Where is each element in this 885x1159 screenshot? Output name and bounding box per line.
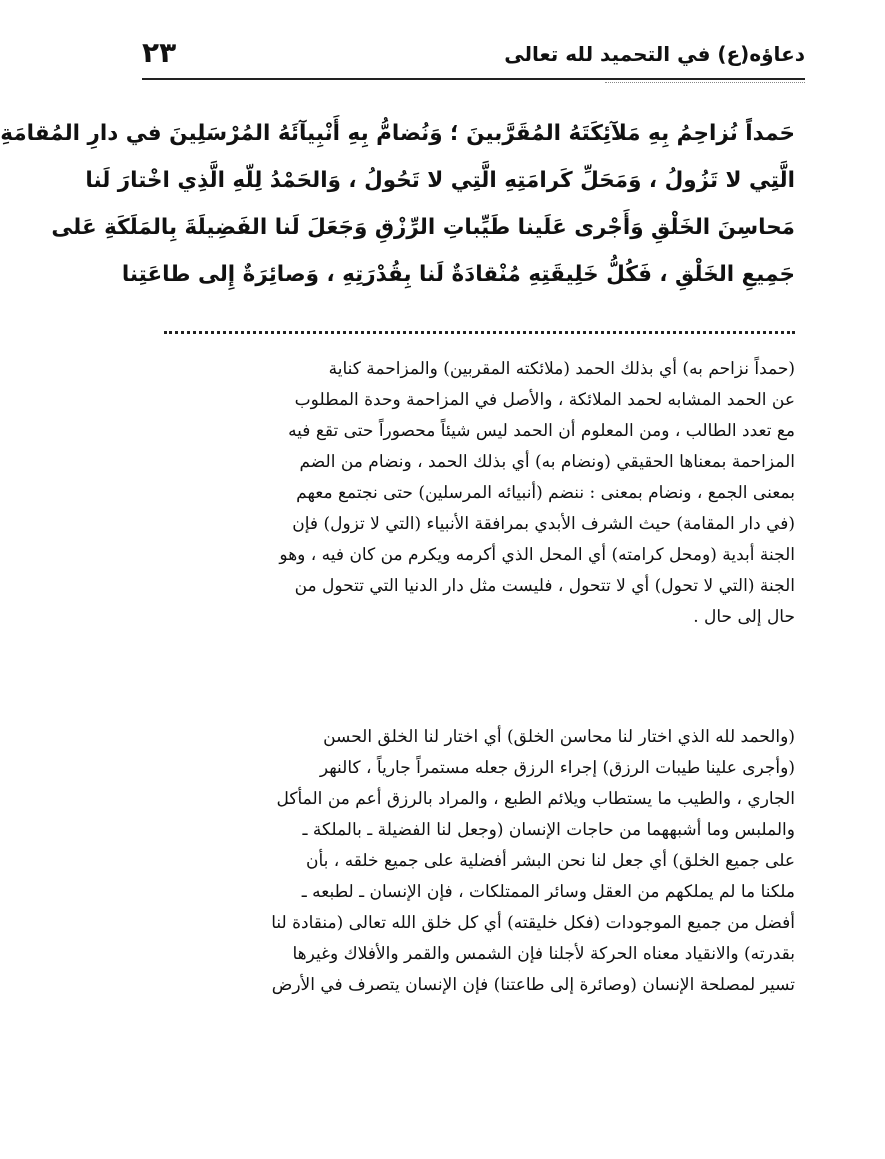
commentary-line: المزاحمة بمعناها الحقيقي (ونضام به) أي بذلك الحمد ، ونضام من الضم xyxy=(299,452,795,472)
commentary-line: على جميع الخلق) أي جعل لنا نحن البشر أفضلية على جميع خلقه ، بأن xyxy=(306,851,795,871)
commentary-paragraph-1 xyxy=(162,354,795,633)
commentary-line: أفضل من جميع الموجودات (فكل خليقته) أي كل خلق الله تعالى (منقادة لنا xyxy=(271,913,795,933)
commentary-line: (وأجرى علينا طيبات الرزق) إجراء الرزق جعله مستمراً جارياً ، كالنهر xyxy=(319,758,795,778)
commentary-line: (في دار المقامة) حيث الشرف الأبدي بمرافقة الأنبياء (التي لا تزول) فإن xyxy=(292,514,795,534)
commentary-line: الجنة (التي لا تحول) أي لا تتحول ، فليست مثل دار الدنيا التي تتحول من xyxy=(294,576,795,596)
commentary-line: (والحمد لله الذي اختار لنا محاسن الخلق) أي اختار لنا الخلق الحسن xyxy=(323,727,795,747)
commentary-line: بقدرته) والانقياد معناه الحركة لأجلنا فإن الشمس والقمر والأفلاك وغيرها xyxy=(292,944,795,964)
commentary-line: مع تعدد الطالب ، ومن المعلوم أن الحمد ليس شيئاً محصوراً حتى تقع فيه xyxy=(288,421,795,441)
commentary-line: الجنة أبدية (ومحل كرامته) أي المحل الذي أكرمه ويكرم من كان فيه ، وهو xyxy=(279,545,795,565)
dotted-separator xyxy=(164,331,795,334)
commentary-line: (حمداً نزاحم به) أي بذلك الحمد (ملائكته المقربين) والمزاحمة كناية xyxy=(328,359,795,379)
running-header xyxy=(142,38,805,80)
commentary-line: بمعنى الجمع ، ونضام بمعنى : ننضم (أنبيائه المرسلين) حتى نجتمع معهم xyxy=(296,483,795,503)
commentary-line: تسير لمصلحة الإنسان (وصائرة إلى طاعتنا) فإن الإنسان يتصرف في الأرض xyxy=(271,975,795,995)
commentary-line: ملكنا ما لم يملكهم من العقل وسائر الممتلكات ، فإن الإنسان ـ لطبعه ـ xyxy=(301,882,795,902)
header-title: دعاؤه(ع) في التحميد لله تعالى xyxy=(504,42,805,66)
commentary-line: عن الحمد المشابه لحمد الملائكة ، والأصل في المزاحمة وحدة المطلوب xyxy=(294,390,795,410)
commentary-line: والملبس وما أشبههما من حاجات الإنسان (وجعل لنا الفضيلة ـ بالملكة ـ xyxy=(302,820,795,840)
supplication-line: الَّتِي لا تَزُولُ ، وَمَحَلِّ كَرامَتِهِ الَّتِي لا تَحُولُ ، وَالحَمْدُ لِلّهِ الَّذِي اخْتارَ لَنا xyxy=(85,168,795,193)
commentary-paragraph-2 xyxy=(162,722,795,1001)
supplication-line: حَمداً نُزاحِمُ بِهِ مَلآئِكَتَهُ المُقَرَّبينَ ؛ وَنُضامُّ بِهِ أَنْبِيآئَهُ المُرْسَلِينَ في دارِ المُقامَةِ xyxy=(0,121,795,146)
supplication-text xyxy=(0,110,795,298)
commentary-line: حال إلى حال . xyxy=(693,607,795,627)
header-ornament xyxy=(605,82,805,93)
page-number: ٢٣ xyxy=(142,36,177,69)
commentary-line: الجاري ، والطيب ما يستطاب ويلائم الطبع ، والمراد بالرزق أعم من المأكل xyxy=(276,789,795,809)
supplication-line: مَحاسِنَ الخَلْقِ وَأَجْرى عَلَينا طَيِّباتِ الرِّزْقِ وَجَعَلَ لَنا الفَضِيلَةَ بِالمَلَكَةِ عَلى xyxy=(51,215,795,240)
supplication-line: جَمِيعِ الخَلْقِ ، فَكُلُّ خَلِيقَتِهِ مُنْقادَةٌ لَنا بِقُدْرَتِهِ ، وَصائِرَةٌ إِلى طاعَتِنا xyxy=(121,262,795,287)
